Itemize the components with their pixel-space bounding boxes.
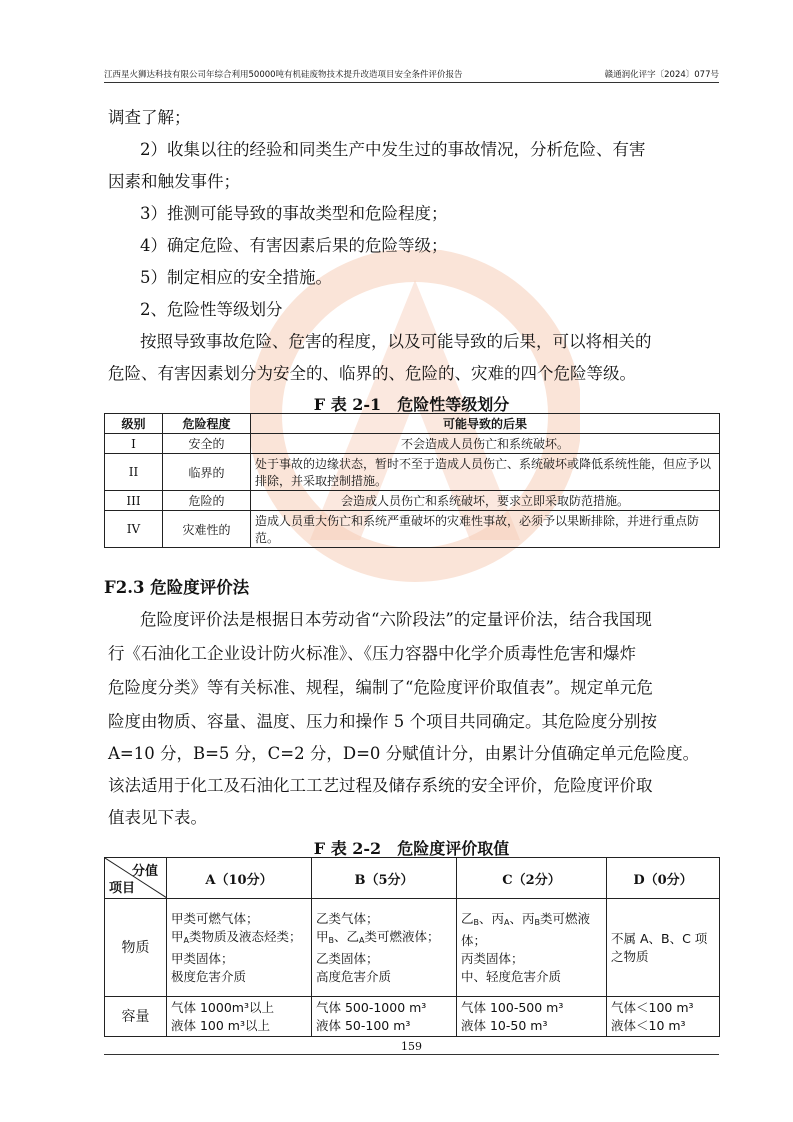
column-header: 危险程度 bbox=[163, 414, 251, 434]
body-line: 危险度评价法是根据日本劳动省“六阶段法”的定量评价法，结合我国现 bbox=[140, 610, 652, 629]
body-line: 危险度分类》等有关标准、规程，编制了“危险度评价取值表”。规定单元危 bbox=[108, 678, 653, 697]
corner-bottom-label: 项目 bbox=[109, 881, 136, 896]
subscript: B bbox=[328, 935, 335, 945]
consequence-cell: 造成人员重大伤亡和系统严重破坏的灾难性事故，必须予以果断排除，并进行重点防范。 bbox=[251, 511, 720, 548]
column-header: D（0分） bbox=[607, 858, 720, 899]
column-header: C（2分） bbox=[457, 858, 607, 899]
body-line: 按照导致事故危险、危害的程度，以及可能导致的后果，可以将相关的 bbox=[140, 332, 652, 351]
cell-line: 极度危害介质 bbox=[171, 968, 247, 984]
subscript: A bbox=[183, 935, 189, 945]
cell-line: 液体 100 m³以上 bbox=[171, 1017, 270, 1033]
subscript: A bbox=[504, 917, 510, 927]
column-header: 可能导致的后果 bbox=[251, 414, 720, 434]
text: 乙 bbox=[461, 910, 474, 926]
cell-line: 气体 100-500 m³ bbox=[461, 999, 564, 1015]
cell-line: 乙类气体； bbox=[316, 910, 379, 926]
cell-line: 液体 10-50 m³ bbox=[461, 1017, 548, 1033]
score-a-cell bbox=[167, 899, 312, 997]
level-cell: IV bbox=[105, 511, 163, 548]
score-c-cell bbox=[457, 997, 607, 1037]
degree-cell: 安全的 bbox=[163, 434, 251, 454]
table-row bbox=[105, 434, 720, 454]
corner-header bbox=[105, 858, 167, 899]
text: 甲 bbox=[171, 928, 184, 944]
cell-line: 气体 500-1000 m³ bbox=[316, 999, 427, 1015]
table-header-row bbox=[105, 414, 720, 434]
body-line: 调查了解； bbox=[108, 108, 191, 127]
table-row bbox=[105, 997, 720, 1037]
text: 、乙 bbox=[334, 928, 360, 944]
degree-cell: 灾难性的 bbox=[163, 511, 251, 548]
header-report-title: 江西星火狮达科技有限公司年综合利用50000吨有机硅废物技术提升改造项目安全条件评价报告 bbox=[104, 70, 463, 80]
table-header-row bbox=[105, 858, 720, 899]
page-number: 159 bbox=[401, 1040, 422, 1053]
body-line: 5）制定相应的安全措施。 bbox=[140, 268, 332, 287]
cell-line: 气体 1000m³以上 bbox=[171, 999, 274, 1015]
consequence-cell: 会造成人员伤亡和系统破坏，要求立即采取防范措施。 bbox=[251, 491, 720, 511]
cell-line: 液体 50-100 m³ bbox=[316, 1017, 411, 1033]
score-c-cell bbox=[457, 899, 607, 997]
body-line: A=10 分，B=5 分，C=2 分，D=0 分赋值计分，由累计分值确定单元危险度。 bbox=[108, 744, 700, 763]
table-row bbox=[105, 491, 720, 511]
table2-caption: F 表 2-2 危险度评价取值 bbox=[313, 839, 510, 858]
footer-rule bbox=[104, 1054, 719, 1055]
table-row bbox=[105, 899, 720, 997]
corner-top-label: 分值 bbox=[131, 864, 158, 879]
cell-line: 高度危害介质 bbox=[316, 968, 392, 984]
level-cell: II bbox=[105, 454, 163, 491]
column-header: B（5分） bbox=[312, 858, 457, 899]
cell-line: 丙类固体； bbox=[461, 950, 524, 966]
cell-line: 气体＜100 m³ bbox=[611, 999, 694, 1015]
degree-cell: 危险的 bbox=[163, 491, 251, 511]
level-cell: I bbox=[105, 434, 163, 454]
body-line: 行《石油化工企业设计防火标准》、《压力容器中化学介质毒性危害和爆炸 bbox=[108, 644, 636, 663]
text: 、丙 bbox=[509, 910, 535, 926]
header-report-number: 赣通润化评字〔2024〕077号 bbox=[604, 70, 719, 80]
score-b-cell bbox=[312, 997, 457, 1037]
text: 甲 bbox=[316, 928, 329, 944]
table-row bbox=[105, 454, 720, 491]
body-line: 3）推测可能导致的事故类型和危险程度； bbox=[140, 204, 448, 223]
consequence-cell: 处于事故的边缘状态，暂时不至于造成人员伤亡、系统破坏或降低系统性能，但应予以排除，并采取控制措施。 bbox=[251, 454, 720, 491]
body-line: 危险、有害因素划分为安全的、临界的、危险的、灾难的四个危险等级。 bbox=[108, 364, 636, 383]
hazard-level-table bbox=[104, 413, 720, 548]
row-label: 物质 bbox=[105, 899, 167, 997]
body-line: 该法适用于化工及石油化工工艺过程及储存系统的安全评价，危险度评价取 bbox=[108, 776, 653, 795]
body-line: 因素和触发事件； bbox=[108, 172, 240, 191]
body-line: 2）收集以往的经验和同类生产中发生过的事故情况，分析危险、有害 bbox=[140, 140, 646, 159]
body-line: 4）确定危险、有害因素后果的危险等级； bbox=[140, 236, 448, 255]
level-cell: III bbox=[105, 491, 163, 511]
cell-line: 甲类可燃气体； bbox=[171, 910, 259, 926]
table-row bbox=[105, 511, 720, 548]
text: 类可燃液体； bbox=[461, 910, 591, 948]
column-header: 级别 bbox=[105, 414, 163, 434]
hazard-score-table bbox=[104, 857, 720, 1037]
consequence-cell: 不会造成人员伤亡和系统破坏。 bbox=[251, 434, 720, 454]
text: 类可燃液体； bbox=[364, 928, 440, 944]
body-line: 险度由物质、容量、温度、压力和操作 5 个项目共同确定。其危险度分别按 bbox=[108, 712, 657, 731]
cell-line: 乙类固体； bbox=[316, 950, 379, 966]
section-heading: F2.3 危险度评价法 bbox=[104, 578, 250, 597]
score-a-cell bbox=[167, 997, 312, 1037]
text: 、丙 bbox=[479, 910, 505, 926]
cell-line bbox=[461, 910, 602, 950]
subscript: B bbox=[473, 917, 480, 927]
score-d-cell bbox=[607, 997, 720, 1037]
text: 类物质及液态烃类； bbox=[189, 928, 302, 944]
score-d-cell: 不属 A、B、C 项之物质 bbox=[607, 899, 720, 997]
cell-line: 甲类固体； bbox=[171, 950, 234, 966]
body-line: 值表见下表。 bbox=[108, 808, 207, 827]
column-header: A（10分） bbox=[167, 858, 312, 899]
cell-line bbox=[316, 928, 452, 950]
cell-line: 液体＜10 m³ bbox=[611, 1017, 686, 1033]
subscript: A bbox=[359, 935, 365, 945]
degree-cell: 临界的 bbox=[163, 454, 251, 491]
score-b-cell bbox=[312, 899, 457, 997]
body-line: 2、危险性等级划分 bbox=[140, 300, 283, 319]
cell-line bbox=[171, 928, 307, 950]
subscript: B bbox=[534, 917, 541, 927]
page-header bbox=[104, 66, 719, 83]
cell-line: 中、轻度危害介质 bbox=[461, 968, 562, 984]
row-label: 容量 bbox=[105, 997, 167, 1037]
table1-caption: F 表 2-1 危险性等级划分 bbox=[313, 395, 510, 414]
